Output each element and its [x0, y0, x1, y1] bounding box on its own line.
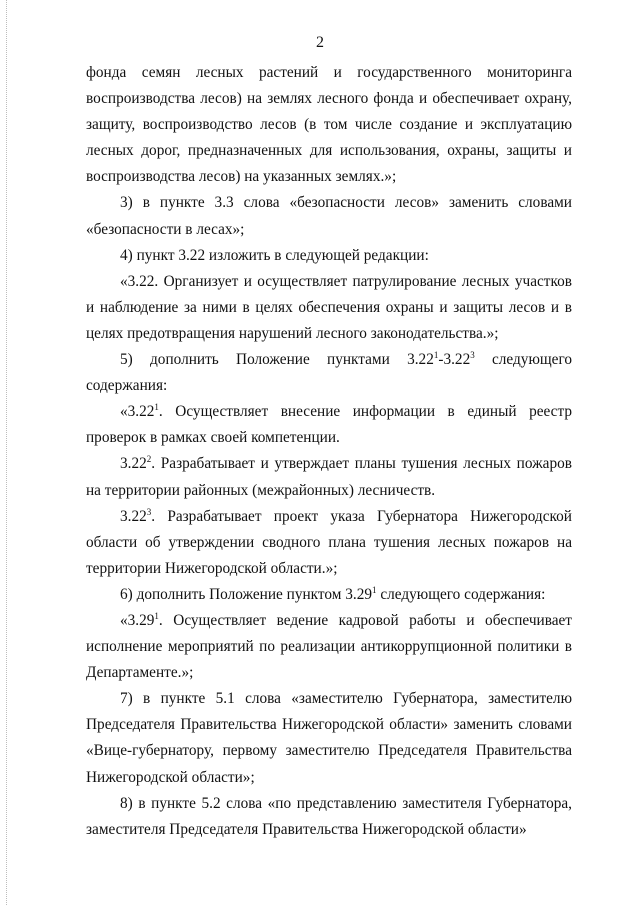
- paragraph-text: «3.22. Организует и осуществляет патрулирование лесных участков и наблюдение за ними в целях обеспечения охраны и защиты лесов и в целях предотвращения нарушений лесного законодательства.»;: [86, 272, 572, 342]
- paragraph-text: 3.22: [120, 455, 147, 473]
- paragraph-text: 6) дополнить Положение пунктом 3.29: [120, 585, 373, 603]
- page-number: 2: [316, 34, 324, 51]
- paragraph: [86, 190, 572, 242]
- paragraph-text: 5) дополнить Положение пунктами 3.22: [120, 351, 434, 369]
- paragraph-text: 8) в пункте 5.2 слова «по представлению заместителя Губернатора, заместителя Председателя Правительства Нижегородской области»: [86, 794, 572, 838]
- paragraph: [86, 791, 572, 843]
- superscript-index: 1: [154, 610, 159, 621]
- paragraph-text: . Разрабатывает и утверждает планы тушения лесных пожаров на территории районных (межрайонных) лесничеств.: [86, 455, 572, 499]
- paragraph: [86, 399, 572, 451]
- superscript-index: 3: [470, 350, 475, 361]
- paragraph-text: 3) в пункте 3.3 слова «безопасности лесов» заменить словами «безопасности в лесах»;: [86, 194, 572, 238]
- paragraph: [86, 451, 572, 503]
- paragraph-text: 4) пункт 3.22 изложить в следующей редакции:: [120, 246, 429, 264]
- paragraph-text: фонда семян лесных растений и государственного мониторинга воспроизводства лесов) на землях лесного фонда и обеспечивает охрану, защиту, воспроизводство лесов (в том числе создание и эксплуатацию лесных дорог, предназначенных для использования, охраны, защиты и воспроизводства лесов) на указанных землях.»;: [86, 64, 572, 186]
- paragraph-text: . Осуществляет ведение кадровой работы и обеспечивает исполнение мероприятий по реализации антикоррупционной политики в Департаменте.»;: [86, 611, 572, 682]
- paragraph: [86, 582, 572, 608]
- left-margin-rule: [6, 0, 7, 905]
- paragraph-text: «3.22: [120, 403, 155, 421]
- paragraph-text: -3.22: [438, 351, 471, 369]
- paragraph-text: 7) в пункте 5.1 слова «заместителю Губернатора, заместителю Председателя Правительства Нижегородской области» заменить словами «Вице-губернатору, первому заместителю Председателя Правительства Нижегородской области»;: [86, 690, 572, 786]
- paragraph-text: следующего содержания:: [86, 351, 572, 395]
- paragraph-text: «3.29: [120, 611, 155, 629]
- paragraph: [86, 504, 572, 582]
- paragraph: [86, 269, 572, 347]
- superscript-index: 1: [372, 584, 377, 595]
- paragraph-text: . Осуществляет внесение информации в единый реестр проверок в рамках своей компетенции.: [86, 403, 572, 447]
- superscript-index: 1: [154, 402, 159, 413]
- paragraph: [86, 243, 572, 269]
- superscript-index: 3: [146, 506, 152, 517]
- paragraph: [86, 60, 572, 190]
- paragraph: [86, 347, 572, 399]
- paragraph-text: 3.22: [120, 507, 147, 525]
- paragraph: [86, 686, 572, 790]
- superscript-index: 2: [146, 454, 152, 465]
- superscript-index: 1: [433, 350, 439, 361]
- paragraph: [86, 608, 572, 686]
- paragraph-text: следующего содержания:: [376, 585, 546, 603]
- paragraph-text: . Разрабатывает проект указа Губернатора Нижегородской области об утверждении сводного плана тушения лесных пожаров на территории Нижегородской области.»;: [86, 507, 572, 577]
- document-body: [86, 60, 572, 843]
